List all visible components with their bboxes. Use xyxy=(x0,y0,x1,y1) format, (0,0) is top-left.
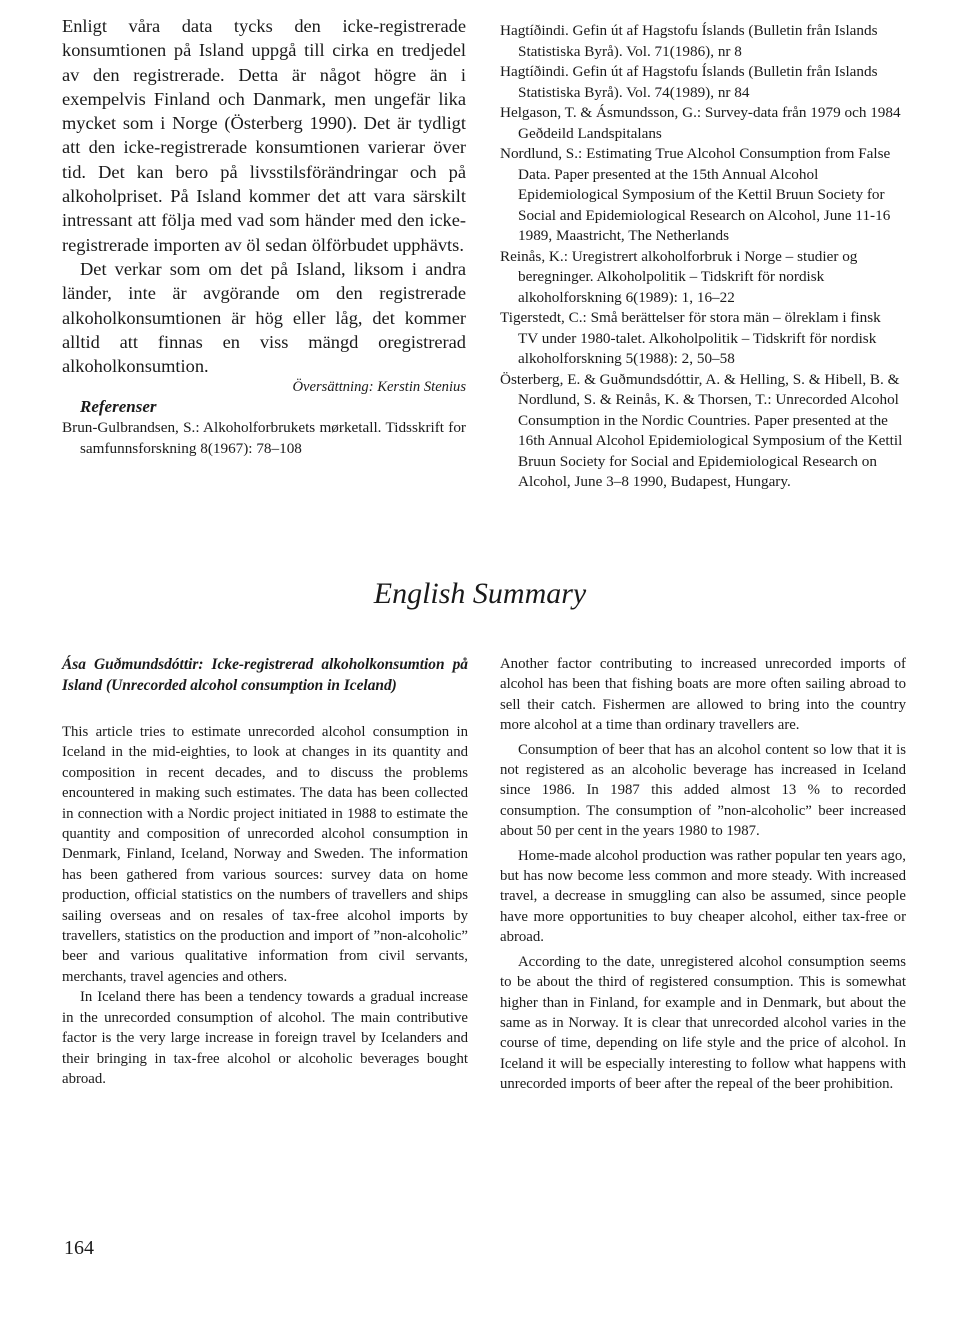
english-summary-right-column xyxy=(500,654,906,1095)
references-list-right xyxy=(500,21,904,493)
summary-paragraph: This article tries to estimate unrecorded alcohol consumption in Iceland in the mid-eighties, to look at changes in its quantity and composition in recent decades, and to discuss the problems encountered in making such estimates. The data has been collected in connection with a Nordic project initiated in 1988 to estimate the quantity and composition of unrecorded alcohol consumption in Denmark, Finland, Iceland, Norway and Sweden. The information has been gathered from various sources: survey data on home production, official statistics on the numbers of travellers and ships sailing overseas and on resales of tax-free alcohol imports by travellers, statistics on the production and import of ”non-alcoholic” beer and various qualitative information from civil servants, merchants, travel agencies and others. xyxy=(62,724,468,985)
summary-paragraph: According to the date, unregistered alcohol consumption seems to be about the third of registered consumption. This is somewhat higher than in Finland, for example and in Denmark, but about the same as in Norway. It is clear that unrecorded alcohol varies in the course of time, depending on life style and the price of alcohol. In Iceland it will be especially interesting to follow what happens with unrecorded imports of beer after the repeal of the beer prohibition. xyxy=(500,953,906,1093)
article-heading: Ása Guðmundsdóttir: Icke-registrerad alkoholkonsumtion på Island (Unrecorded alcohol consumption in Iceland) xyxy=(62,656,468,694)
summary-paragraph: Home-made alcohol production was rather popular ten years ago, but has now become less common and more steady. With increased travel, a decrease in smuggling can also be assumed, since people have more opportunities to buy cheaper alcohol, either tax-free or abroad. xyxy=(500,847,906,946)
english-summary-title: English Summary xyxy=(373,577,587,610)
english-summary-left-column xyxy=(62,654,468,1089)
reference-item: Reinås, K.: Uregistrert alkoholforbruk i Norge – studier og beregninger. Alkoholpolitik – Tidskrift för nordisk alkoholforskning 6(1989): 1, 16–22 xyxy=(500,247,858,306)
reference-item: Brun-Gulbrandsen, S.: Alkoholforbrukets mørketall. Tidsskrift for samfunnsforskning 8(1967): 78–108 xyxy=(62,419,466,457)
swedish-paragraph-1: Enligt våra data tycks den icke-registrerade konsumtionen på Island uppgå till cirka en tredjedel av den registrerade. Detta är något högre än i exempelvis Finland och Danmark, men ungefär lika mycket som i Norge (Österberg 1990). Det är tydligt att den icke-registrerade konsumtionen varierar över tid. Det kan bero på livsstilsförändringar och på alkoholpriset. På Island kommer det att vara särskilt intressant att följa med vad som händer med den icke-registrerade importen av öl sedan ölförbudet upphävts. xyxy=(62,16,466,255)
page-number: 164 xyxy=(64,1237,94,1259)
reference-item: Helgason, T. & Ásmundsson, G.: Survey-data från 1979 och 1984 Geðdeild Landspitalans xyxy=(500,104,901,142)
swedish-text-column xyxy=(62,14,466,459)
summary-paragraph: In Iceland there has been a tendency towards a gradual increase in the unrecorded consumption of alcohol. The main contributive factor is the very large increase in foreign travel by Icelanders and their bringing in tax-free alcohol or alcoholic beverages bought abroad. xyxy=(62,989,468,1087)
reference-item: Hagtíðindi. Gefin út af Hagstofu Íslands (Bulletin från Islands Statistiska Byrå). Vol. 71(1986), nr 8 xyxy=(500,22,878,60)
reference-item: Nordlund, S.: Estimating True Alcohol Consumption from False Data. Paper presented at the 15th Annual Alcohol Epidemiological Symposium of the Kettil Bruun Society for Social and Epidemiological Research on Alcohol, June 11-16 1989, Maastricht, The Netherlands xyxy=(500,145,891,244)
translator-credit: Översättning: Kerstin Stenius xyxy=(292,379,466,396)
summary-paragraph: Another factor contributing to increased unrecorded imports of alcohol has been that fishing boats are more often sailing abroad to sell their catch. Fishermen are allowed to bring into the country more alcohol at a time than ordinary travellers are. xyxy=(500,656,906,734)
summary-paragraph: Consumption of beer that has an alcohol content so low that it is not registered as an alcoholic beverage has increased in Iceland since 1986. In 1987 this added almost 13 % to recorded consumption. The consumption of ”non-alcoholic” beer increased about 50 per cent in the years 1980 to 1987. xyxy=(500,741,906,840)
reference-item: Tigerstedt, C.: Små berättelser för stora män – ölreklam i finsk TV under 1980-talet. Alkoholpolitik – Tidskrift för nordisk alkoholforskning 5(1988): 2, 50–58 xyxy=(500,309,881,367)
reference-item: Hagtíðindi. Gefin út af Hagstofu Íslands (Bulletin från Islands Statistiska Byrå). Vol. 74(1989), nr 84 xyxy=(500,63,878,101)
references-heading: Referenser xyxy=(80,397,157,417)
swedish-paragraph-2: Det verkar som om det på Island, liksom i andra länder, inte är avgörande om den registrerade alkoholkonsumtionen är hög eller låg, det kommer alltid att finnas en viss mängd oregistrerad alkoholkonsumtion. xyxy=(62,258,466,377)
references-list-left xyxy=(62,418,466,459)
reference-item: Österberg, E. & Guðmundsdóttir, A. & Helling, S. & Hibell, B. & Nordlund, S. & Reinås, K. & Thorsen, T.: Unrecorded Alcohol Consumption in the Nordic Countries. Paper presented at the 16th Annual Alcohol Epidemiological Symposium of the Kettil Bruun Society for Social and Epidemiological Research on Alcohol, June 3–8 1990, Budapest, Hungary. xyxy=(500,370,903,490)
